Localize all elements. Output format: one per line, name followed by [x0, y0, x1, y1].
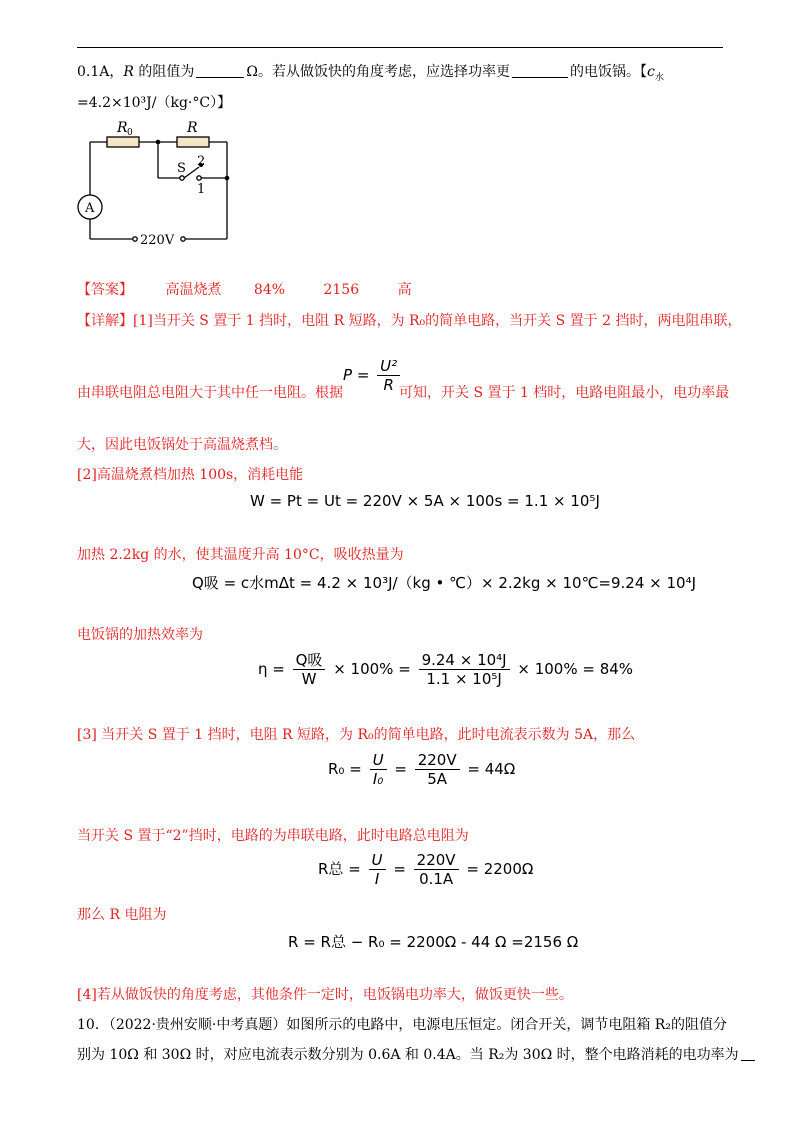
formula-r0: R₀ = $\frac{U}{\text{I₀}}$ = $\frac{220V}{5A}$ = 44Ω [328, 751, 516, 788]
resistor-r0 [107, 137, 139, 147]
label-r0-sub: 0 [127, 128, 133, 138]
answer-blank-2 [512, 63, 568, 78]
answer-4: 高 [397, 282, 412, 298]
question-10-line-1: 10．（2022·贵州安顺·中考真题）如图所示的电路中，电源电压恒定。闭合开关，调节电阻箱 R₂的阻值分 [77, 1017, 727, 1033]
circuit-diagram [75, 115, 245, 255]
detail-line-10: [4]若从做饭快的角度考虑，其他条件一定时，电饭锅电功率大，做饭更快一些。 [77, 987, 573, 1003]
answer-blank-1 [196, 63, 244, 78]
label-position-2: 2 [197, 154, 206, 169]
detail-line-7: [3] 当开关 S 置于 1 挡时，电阻 R 短路，为 R₀的简单电路，此时电流表示数为 5A，那么 [77, 727, 636, 743]
top-rule [77, 47, 723, 48]
answer-blank-q10 [741, 1046, 755, 1061]
detail-line-6: 电饭锅的加热效率为 [77, 627, 203, 643]
formula-efficiency: η = $\frac{\text{Q吸}}{W}$ × 100% = $\frac{\text{9.24 × 10⁴J}}{\text{1.1 × 10⁵J}}$ × 100% = 84% [258, 651, 634, 688]
label-ammeter: A [85, 201, 95, 216]
detail-line-9: 那么 R 电阻为 [77, 907, 167, 923]
detail-line-4: [2]高温烧煮档加热 100s，消耗电能 [77, 467, 304, 483]
detail-line-8: 当开关 S 置于“2”挡时，电路的为串联电路，此时电路总电阻为 [77, 828, 469, 844]
answer-line [77, 280, 412, 300]
label-voltage: 220V [140, 233, 175, 248]
detail-line-2a: 由串联电阻总电阻大于其中任一电阻。根据 [77, 385, 343, 401]
question-line-1: 0.1A，R 的阻值为 Ω。若从做饭快的角度考虑，应选择功率更 的电饭锅。【$c_水$ [77, 64, 664, 83]
formula-heat: Q吸 = c水mΔt = 4.2 × 10³J/（kg • ℃）× 2.2kg × 10℃=9.24 × 10⁴J [192, 574, 697, 592]
detail-line-5: 加热 2.2kg 的水，使其温度升高 10°C，吸收热量为 [77, 547, 404, 563]
answer-label: 【答案】 [77, 282, 133, 298]
resistor-r [177, 137, 209, 147]
detail-line-2b: 可知，开关 S 置于 1 档时，电路电阻最小，电功率最 [399, 385, 730, 401]
label-r: R [187, 120, 198, 136]
label-switch: S [177, 161, 186, 176]
formula-energy: W = Pt = Ut = 220V × 5A × 100s = 1.1 × 10⁵J [250, 492, 600, 510]
answer-3: 2156 [323, 282, 360, 298]
label-position-1: 1 [197, 182, 206, 197]
label-r0: R [117, 120, 128, 136]
formula-rtotal: R总 = $\frac{U}{I}$ = $\frac{220V}{0.1A}$ = 2200Ω [318, 851, 534, 888]
formula-r: R = R总 − R₀ = 2200Ω - 44 Ω =2156 Ω [288, 933, 579, 951]
formula-power: P = $\frac{\text{U²}}{R}$ [343, 358, 403, 393]
answer-2: 84% [253, 282, 286, 298]
detail-line-3: 大，因此电饭锅处于高温烧煮档。 [77, 437, 287, 453]
question-line-2: =4.2×10³J/（kg·°C）】 [77, 95, 232, 111]
answer-1: 高温烧煮 [165, 282, 222, 298]
question-10-line-2: 别为 10Ω 和 30Ω 时，对应电流表示数分别为 0.6A 和 0.4A。当 R₂为 30Ω 时，整个电路消耗的电功率为 [77, 1045, 757, 1065]
detail-line-1: 【详解】[1]当开关 S 置于 1 挡时，电阻 R 短路，为 R₀的简单电路，当开关 S 置于 2 挡时，两电阻串联， [77, 313, 742, 329]
